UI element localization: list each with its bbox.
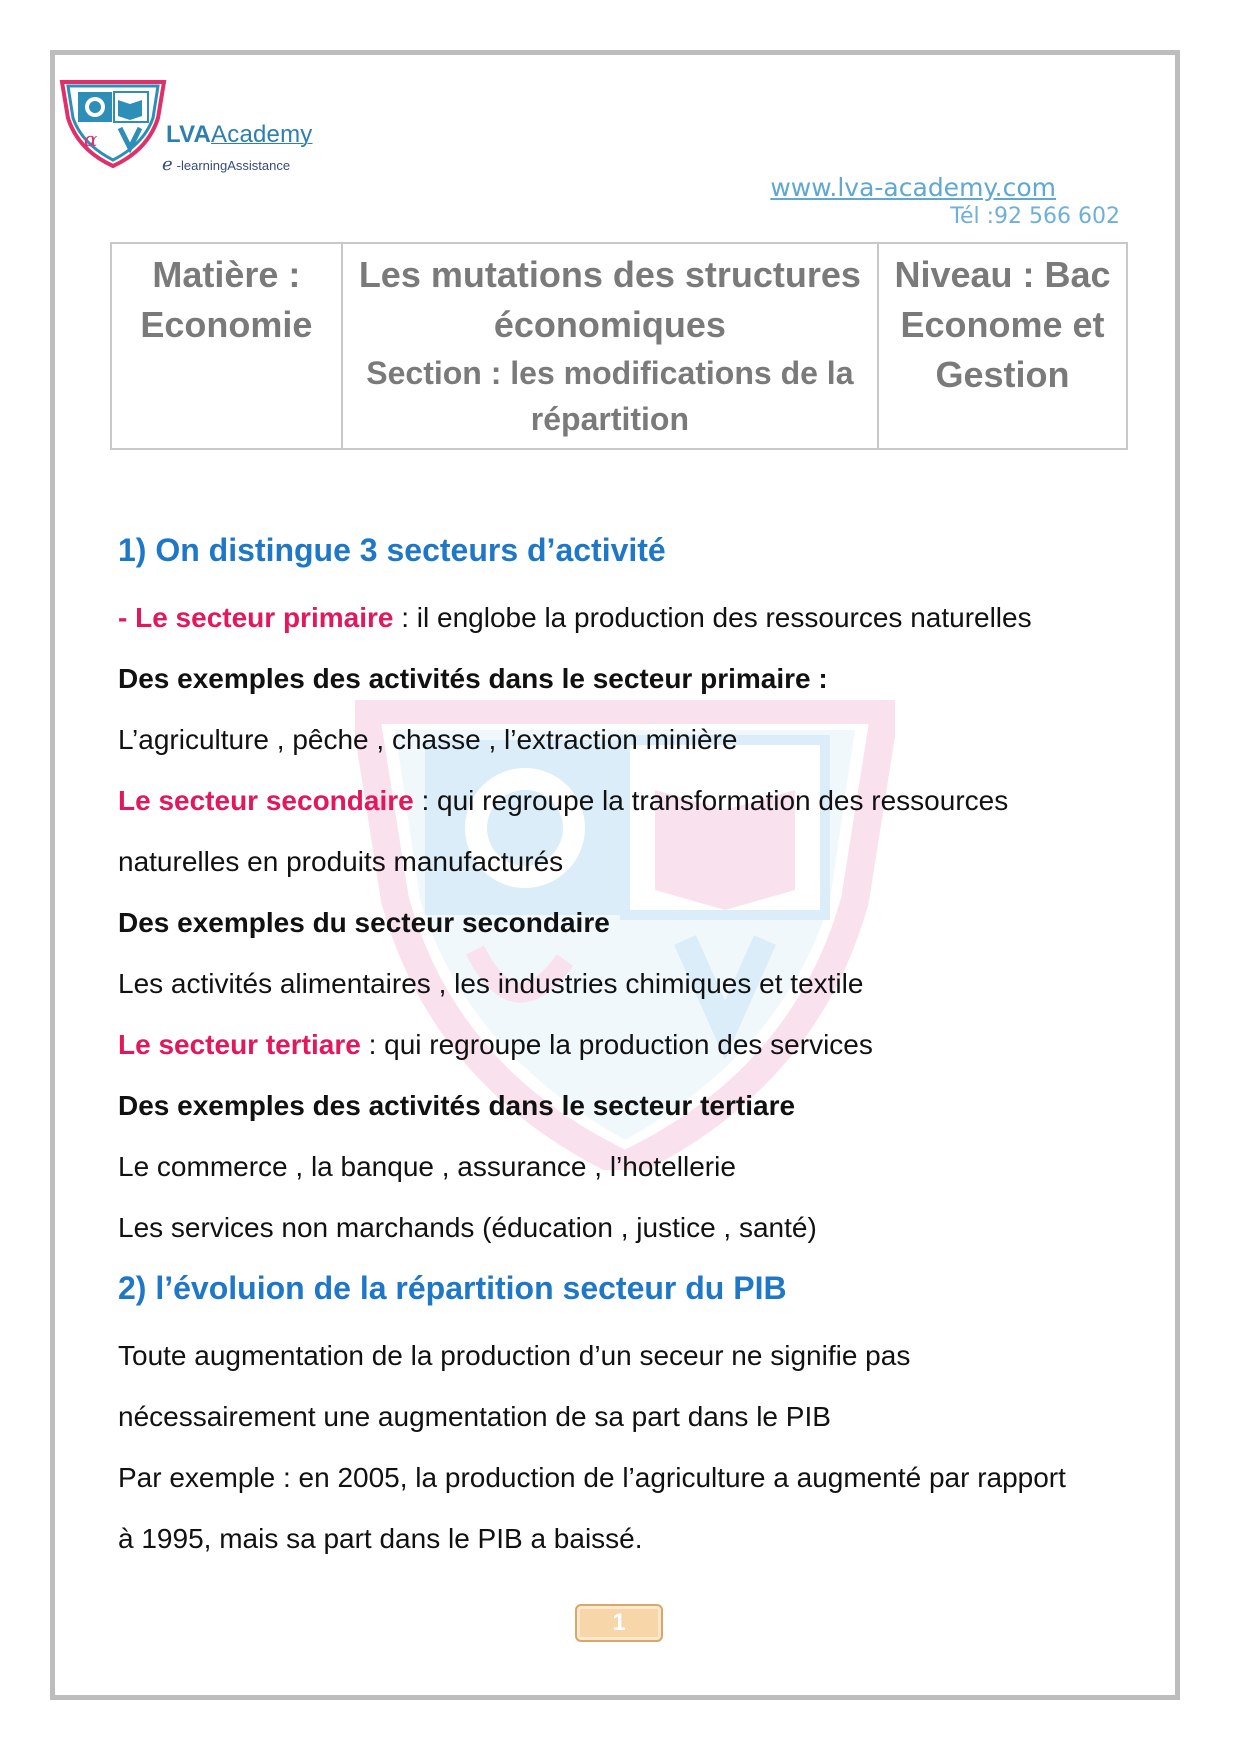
section2-paragraph-4: à 1995, mais sa part dans le PIB a baissé. bbox=[118, 1523, 643, 1554]
brand-lva: LVA bbox=[166, 121, 212, 148]
brand-academy: Academy bbox=[211, 121, 313, 148]
section2-paragraph-2: nécessairement une augmentation de sa part dans le PIB bbox=[118, 1401, 831, 1432]
secondary-examples-title: Des exemples du secteur secondaire bbox=[118, 907, 610, 938]
header-table bbox=[110, 242, 1128, 450]
level-line3: Gestion bbox=[935, 354, 1070, 395]
subject-label: Matière : bbox=[152, 254, 301, 295]
telephone: Tél :92 566 602 bbox=[950, 204, 1120, 229]
svg-text:α: α bbox=[84, 127, 98, 151]
section-title-line1: Section : les modifications de la bbox=[366, 355, 854, 391]
level-line2: Econome et bbox=[900, 304, 1105, 345]
brand-tagline bbox=[162, 154, 290, 175]
secondary-sector-text2: naturelles en produits manufacturés bbox=[118, 846, 564, 877]
website-link[interactable]: www.lva-academy.com bbox=[770, 173, 1056, 202]
primary-sector-text: : il englobe la production des ressources naturelles bbox=[393, 602, 1032, 633]
section2-paragraph-1: Toute augmentation de la production d’un seceur ne signifie pas bbox=[118, 1340, 911, 1371]
primary-sector-label: - Le secteur primaire bbox=[118, 602, 394, 633]
tagline-text: -learningAssistance bbox=[176, 158, 291, 173]
primary-examples: L’agriculture , pêche , chasse , l’extraction minière bbox=[118, 724, 738, 755]
tagline-e: e bbox=[162, 154, 173, 175]
tertiary-examples-1: Le commerce , la banque , assurance , l’hotellerie bbox=[118, 1151, 736, 1182]
section2-paragraph-3: Par exemple : en 2005, la production de l’agriculture a augmenté par rapport bbox=[118, 1462, 1066, 1493]
tertiary-sector-text: : qui regroupe la production des services bbox=[360, 1029, 873, 1060]
brand-name bbox=[166, 121, 313, 149]
primary-examples-title: Des exemples des activités dans le secteur primaire : bbox=[118, 663, 828, 694]
lesson-title-line1: Les mutations des structures bbox=[358, 254, 861, 295]
subject-value: Economie bbox=[140, 304, 313, 345]
section1-heading: 1) On distingue 3 secteurs d’activité bbox=[118, 532, 666, 568]
lesson-title-line2: économiques bbox=[493, 304, 726, 345]
section2-heading: 2) l’évoluion de la répartition secteur du PIB bbox=[118, 1270, 787, 1306]
subject-cell bbox=[111, 243, 342, 449]
level-line1: Niveau : Bac bbox=[894, 254, 1111, 295]
tertiary-sector-label: Le secteur tertiare bbox=[118, 1029, 361, 1060]
tertiary-examples-title: Des exemples des activités dans le secteur tertiare bbox=[118, 1090, 796, 1121]
secondary-sector-text: : qui regroupe la transformation des ressources bbox=[413, 785, 1009, 816]
secondary-sector-line bbox=[118, 785, 1008, 817]
primary-sector-line bbox=[118, 602, 1032, 634]
secondary-examples: Les activités alimentaires , les industries chimiques et textile bbox=[118, 968, 864, 999]
page-number: 1 bbox=[575, 1604, 663, 1642]
tertiary-sector-line bbox=[118, 1029, 873, 1061]
tertiary-examples-2: Les services non marchands (éducation , justice , santé) bbox=[118, 1212, 817, 1243]
level-cell bbox=[878, 243, 1127, 449]
lva-logo-icon bbox=[58, 78, 168, 168]
title-cell bbox=[342, 243, 878, 449]
section-title-line2: répartition bbox=[530, 401, 689, 437]
secondary-sector-label: Le secteur secondaire bbox=[118, 785, 414, 816]
